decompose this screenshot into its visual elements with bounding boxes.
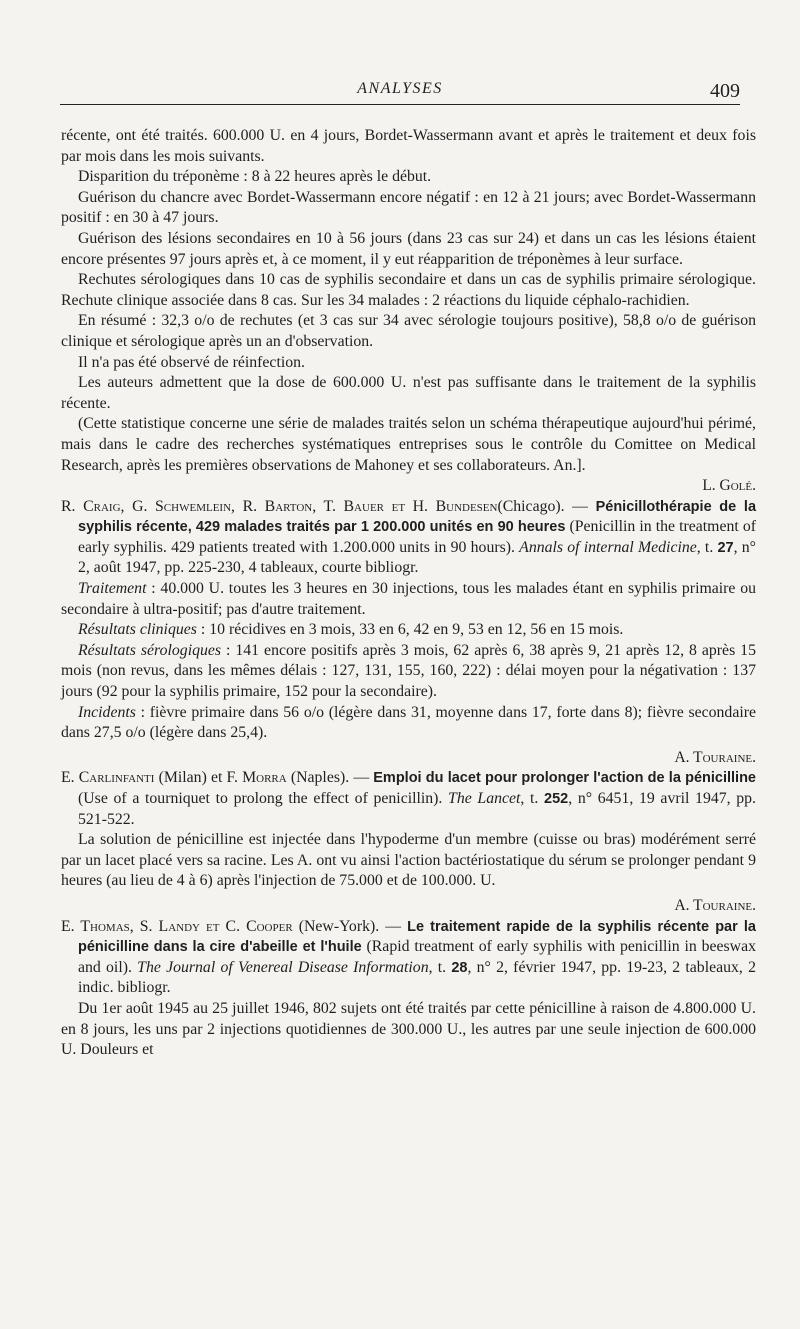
- article-details: , n° 6451, 19 avril 1947, pp. 521-522.: [78, 790, 757, 828]
- paragraph-text: : 40.000 U. toutes les 3 heures en 30 injections, tous les malades étant en syphilis primaire ou secondaire à ultra-positif; pas d'autre traitement.: [61, 580, 756, 618]
- article-reference: [61, 768, 756, 830]
- paragraph-lead: Résultats cliniques: [78, 621, 197, 639]
- article-place-2: (Naples). —: [286, 769, 374, 787]
- reviewer-signature: L. Golé.: [702, 477, 756, 495]
- review-article: [61, 768, 756, 916]
- paragraph: récente, ont été traités. 600.000 U. en 4 jours, Bordet-Wassermann avant et après le traitement et deux fois par mois dans les mois suivants.: [61, 127, 756, 165]
- paragraph-lead: Résultats sérologiques: [78, 641, 222, 659]
- article-details: , n° 2, février 1947, pp. 19-23, 2 tableaux, 2 indic. bibliogr.: [78, 958, 756, 997]
- paragraph: [61, 703, 756, 744]
- paragraph: [61, 579, 756, 620]
- paragraph-text: : 141 encore positifs après 3 mois, 62 après 6, 38 après 9, 21 après 12, 8 après 15 mois (non revus, dans les mêmes délais : 127, 131, 155, 160, 222) : délai moyen pour la négativation : 137 jours (92 pour la syphilis primaire, 152 pour la secondaire).: [61, 641, 756, 701]
- article-title: Le traitement rapide de la syphilis récente par la pénicilline dans la cire d'abeille et l'huile: [78, 918, 756, 956]
- paragraph: [61, 620, 756, 641]
- page-number: 409: [710, 80, 740, 102]
- article-title: Emploi du lacet pour prolonger l'action de la pénicilline: [373, 770, 756, 787]
- header-rule: [60, 104, 740, 105]
- paragraph: La solution de pénicilline est injectée dans l'hypoderme d'un membre (cuisse ou bras) modérément serré par un lacet placé vers sa racine. Les A. ont vu ainsi l'action bactériostatique du sérum se prolonger pendant 9 heures (au lieu de 4 à 6) après l'injection de 75.000 et de 100.000. U.: [61, 831, 756, 890]
- article-place: (Milan) et: [154, 769, 227, 787]
- article-title: Pénicillothérapie de la syphilis récente, 429 malades traités par 1 200.000 unités en 90 heures: [78, 498, 757, 536]
- article-reference: [61, 497, 756, 579]
- review-article: [61, 917, 756, 1061]
- paragraph: En résumé : 32,3 o/o de rechutes (et 3 cas sur 34 avec sérologie toujours positive), 58,8 o/o de guérison clinique et sérologique après un an d'observation.: [61, 312, 756, 350]
- paragraph-text: : 10 récidives en 3 mois, 33 en 6, 42 en 9, 53 en 12, 56 en 15 mois.: [196, 621, 624, 639]
- article-authors: E. Carlinfanti: [61, 769, 155, 787]
- tome-label: , t.: [696, 538, 718, 556]
- article-original-title: (Penicillin in the treatment of early syphilis. 429 patients treated with 1.200.000 units in 90 hours).: [78, 518, 757, 556]
- tome-label: , t.: [428, 958, 452, 976]
- article-place: (New-York). —: [292, 917, 408, 935]
- review-continued: [61, 126, 756, 497]
- journal-name: Annals of internal Medicine: [519, 538, 697, 556]
- reviewer-signature: A. Touraine.: [674, 748, 756, 766]
- review-article: [61, 497, 756, 769]
- article-details: , n° 2, août 1947, pp. 225-230, 4 tableaux, courte bibliogr.: [78, 538, 756, 577]
- page-content: [61, 126, 756, 1061]
- tome-number: 252: [544, 791, 569, 807]
- paragraph-lead: Incidents: [78, 703, 136, 721]
- running-title: ANALYSES: [357, 80, 443, 97]
- paragraph: Il n'a pas été observé de réinfection.: [78, 353, 305, 371]
- article-authors: E. Thomas, S. Landy et C. Cooper: [61, 917, 293, 935]
- journal-name: The Journal of Venereal Disease Information: [137, 958, 429, 976]
- tome-number: 27: [717, 539, 734, 556]
- journal-name: The Lancet: [448, 790, 521, 807]
- article-place: (Chicago). —: [497, 497, 596, 515]
- paragraph-text: : fièvre primaire dans 56 o/o (légère dans 31, moyenne dans 17, forte dans 8); fièvre secondaire dans 27,5 o/o (légère dans 25,4).: [61, 703, 756, 742]
- tome-number: 28: [451, 959, 468, 976]
- article-authors: R. Craig, G. Schwemlein, R. Barton, T. Bauer et H. Bundesen: [61, 497, 498, 515]
- paragraph: Les auteurs admettent que la dose de 600.000 U. n'est pas suffisante dans le traitement de la syphilis récente.: [61, 374, 756, 412]
- paragraph: Disparition du tréponème : 8 à 22 heures après le début.: [78, 168, 432, 186]
- paragraph: Guérison du chancre avec Bordet-Wassermann encore négatif : en 12 à 21 jours; avec Bordet-Wassermann positif : en 30 à 47 jours.: [61, 188, 756, 227]
- paragraph: Guérison des lésions secondaires en 10 à 56 jours (dans 23 cas sur 24) et dans un cas les lésions étaient encore présentes 97 jours après et, à ce moment, il y eut réapparition de tréponèmes à leur surface.: [61, 229, 756, 268]
- tome-label: , t.: [520, 790, 545, 807]
- article-reference: [61, 917, 756, 999]
- paragraph-lead: Traitement: [78, 580, 147, 598]
- page-header: [60, 80, 740, 110]
- paragraph: [61, 641, 756, 703]
- paragraph: Rechutes sérologiques dans 10 cas de syphilis secondaire et dans un cas de syphilis primaire sérologique. Rechute clinique associée dans 8 cas. Sur les 34 malades : 2 réactions du liquide céphalo-rachidien.: [61, 271, 756, 309]
- article-original-title: (Use of a tourniquet to prolong the effect of penicillin).: [78, 790, 449, 807]
- paragraph: Du 1er août 1945 au 25 juillet 1946, 802 sujets ont été traités par cette pénicilline à raison de 4.800.000 U. en 8 jours, les uns par 2 injections quotidiennes de 300.000 U., les autres par une seule injection de 600.000 U. Douleurs et: [61, 999, 756, 1059]
- article-original-title: (Rapid treatment of early syphilis with penicillin in beeswax and oil).: [78, 938, 756, 976]
- reviewer-signature: A. Touraine.: [674, 896, 756, 914]
- paragraph: (Cette statistique concerne une série de malades traités selon un schéma thérapeutique aujourd'hui périmé, mais dans le cadre des recherches systématiques entreprises sous le contrôle du Comittee on Medical Research, après les premières observations de Mahoney et ses collaborateurs. An.].: [61, 415, 756, 474]
- article-authors-2: F. Morra: [226, 769, 287, 787]
